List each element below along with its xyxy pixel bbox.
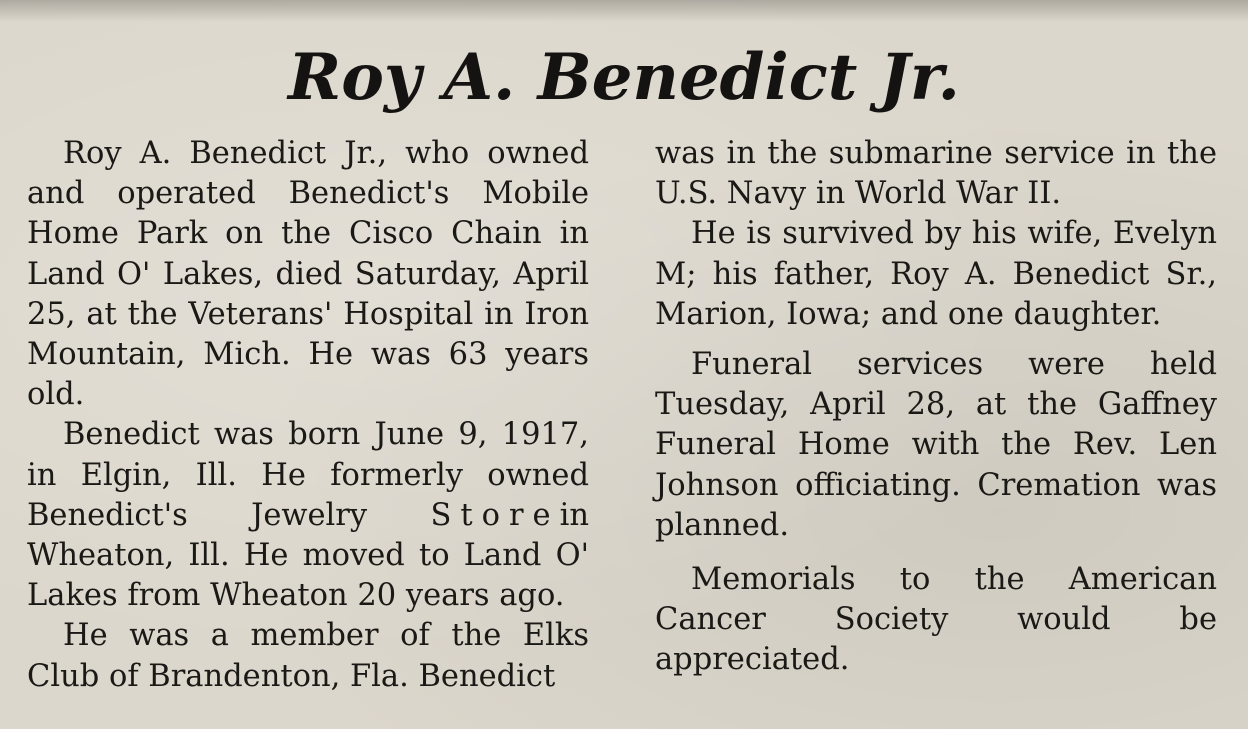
paragraph-spacer [655,546,1217,560]
paragraph-survivors: He is survived by his wife, Evelyn M; his father, Roy A. Benedict Sr., Marion, Iowa; and one daughter. [655,216,1217,332]
biography-store-word: Store [430,497,560,533]
paragraph-spacer [655,335,1217,345]
paragraph-membership: He was a member of the Elks Club of Brandenton, Fla. Benedict [27,618,589,694]
paragraph-biography [27,415,589,616]
right-column [655,134,1217,681]
paragraph-navy-service: was in the submarine service in the U.S. Navy in World War II. [655,136,1217,212]
obituary-headline: Roy A. Benedict Jr. [288,40,960,115]
biography-text-end: in Wheaton, Ill. He moved to Land O' Lakes from Wheaton 20 years ago. [27,497,589,614]
paragraph-funeral: Funeral services were held Tuesday, April 28, at the Gaffney Funeral Home with the Rev. Len Johnson officiating. Cremation was planned. [655,347,1217,543]
paragraph-memorials: Memorials to the American Cancer Society would be appreciated. [655,562,1217,678]
biography-text-start: Benedict was born June 9, 1917, in Elgin, Ill. He formerly owned Benedict's Jewelry [27,417,589,533]
paragraph-death-notice: Roy A. Benedict Jr., who owned and operated Benedict's Mobile Home Park on the Cisco Chain in Land O' Lakes, died Saturday, April 25, at the Veterans' Hospital in Iron Mountain, Mich. He was 63 years old. [27,136,589,413]
previous-article-bleed [0,0,1248,22]
left-column [27,134,589,697]
